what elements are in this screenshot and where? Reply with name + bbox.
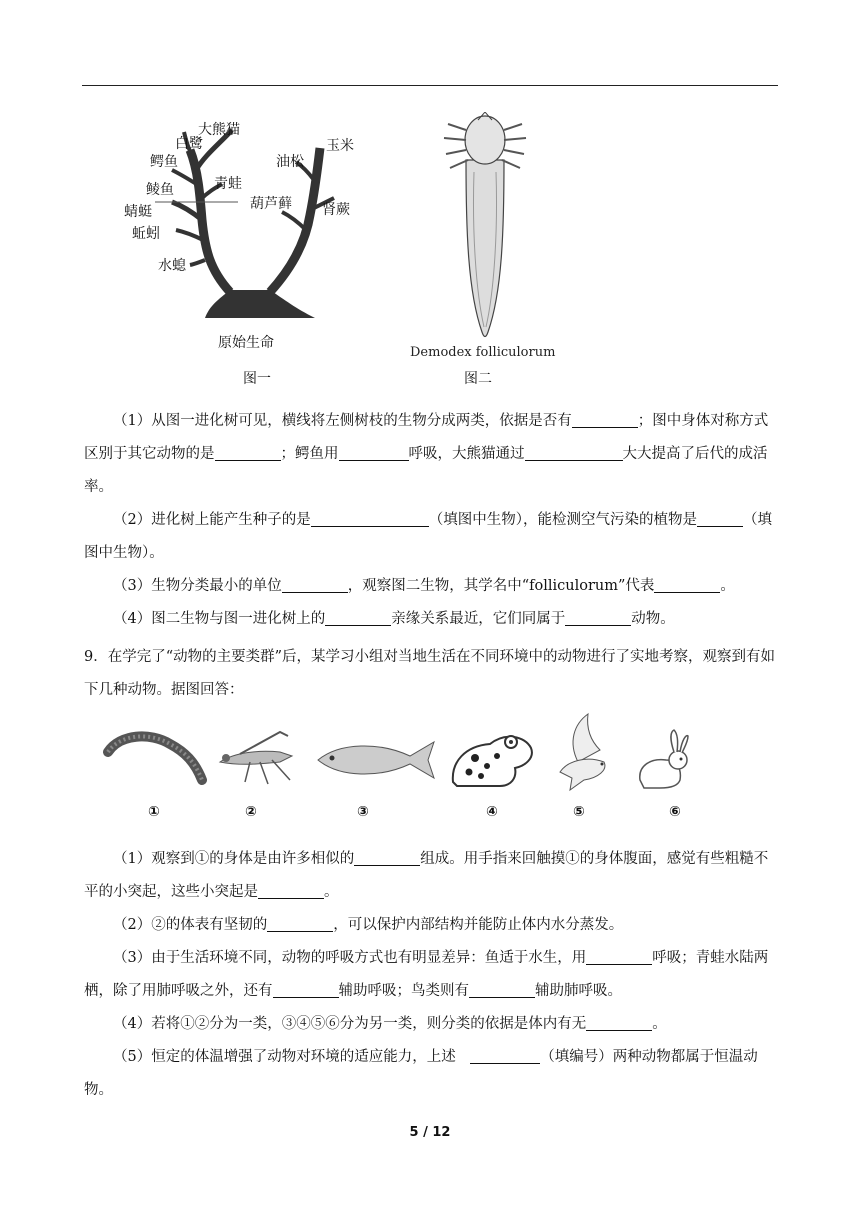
answer-blank[interactable] bbox=[525, 444, 623, 461]
animal-number-5: ⑤ bbox=[573, 804, 585, 820]
q8-block bbox=[84, 405, 778, 636]
label-corn: 玉米 bbox=[326, 138, 354, 154]
rabbit-icon bbox=[630, 728, 700, 793]
figure2-caption: 图二 bbox=[464, 371, 492, 387]
label-shark: 鲮鱼 bbox=[146, 182, 174, 198]
answer-blank[interactable] bbox=[565, 609, 631, 626]
label-egret: 白鹭 bbox=[175, 136, 203, 152]
q8-part3: （3）生物分类最小的单位 ，观察图二生物，其学名中“folliculorum”代表 。 bbox=[113, 578, 735, 594]
answer-blank[interactable] bbox=[586, 1014, 652, 1031]
earthworm-icon bbox=[100, 722, 210, 792]
tree-trunk bbox=[205, 290, 315, 318]
label-frog: 青蛙 bbox=[214, 176, 242, 192]
answer-blank[interactable] bbox=[572, 411, 638, 428]
q9-part2: （2）②的体表有坚韧的 ，可以保护内部结构并能防止体内水分蒸发。 bbox=[113, 917, 624, 933]
answer-blank[interactable] bbox=[697, 510, 743, 527]
label-dragonfly: 蜻蜓 bbox=[124, 204, 152, 220]
dove-icon bbox=[548, 712, 618, 794]
answer-blank[interactable] bbox=[470, 1047, 540, 1064]
label-hydra: 水螅 bbox=[158, 258, 186, 274]
answer-blank[interactable] bbox=[469, 981, 535, 998]
label-origin: 原始生命 bbox=[218, 335, 274, 351]
q8-part4: （4）图二生物与图一进化树上的 亲缘关系最近，它们同属于 动物。 bbox=[113, 611, 675, 627]
q9-part4: （4）若将①②分为一类，③④⑤⑥分为另一类，则分类的依据是体内有无 。 bbox=[113, 1016, 667, 1032]
answer-blank[interactable] bbox=[273, 981, 339, 998]
answer-blank[interactable] bbox=[215, 444, 281, 461]
answer-blank[interactable] bbox=[267, 915, 333, 932]
answer-blank[interactable] bbox=[258, 882, 324, 899]
q9-part3: （3）由于生活环境不同，动物的呼吸方式也有明显差异：鱼适于水生，用 呼吸；青蛙水陆两栖，除了用肺呼吸之外，还有 辅助呼吸；鸟类则有 辅助肺呼吸。 bbox=[84, 950, 769, 999]
answer-blank[interactable] bbox=[586, 948, 652, 965]
answer-blank[interactable] bbox=[354, 849, 420, 866]
mite-body bbox=[466, 160, 504, 337]
page-number: 5 / 12 bbox=[409, 1125, 451, 1140]
q9-intro: 9．在学完了“动物的主要类群”后，某学习小组对当地生活在不同环境中的动物进行了实地考察，观察到有如下几种动物。据图回答： bbox=[84, 649, 776, 698]
label-fern: 肾蕨 bbox=[322, 202, 350, 218]
q8-part1: （1）从图一进化树可见，横线将左侧树枝的生物分成两类，依据是否有 ；图中身体对称方式区别于其它动物的是 ；鳄鱼用 呼吸，大熊猫通过 大大提高了后代的成活率。 bbox=[84, 413, 769, 495]
label-panda: 大熊猫 bbox=[198, 122, 240, 138]
answer-blank[interactable] bbox=[311, 510, 429, 527]
animal-number-3: ③ bbox=[357, 804, 369, 820]
mite-head bbox=[465, 116, 505, 164]
animal-number-2: ② bbox=[245, 804, 257, 820]
answer-blank[interactable] bbox=[339, 444, 409, 461]
answer-blank[interactable] bbox=[325, 609, 391, 626]
animal-number-1: ① bbox=[148, 804, 160, 820]
header-rule bbox=[82, 85, 778, 86]
frog-icon bbox=[445, 722, 540, 794]
grasshopper-icon bbox=[210, 722, 305, 792]
label-moss: 葫芦藓 bbox=[250, 196, 292, 212]
label-pine: 油松 bbox=[276, 154, 304, 170]
animal-number-6: ⑥ bbox=[669, 804, 681, 820]
figure1-caption: 图一 bbox=[243, 371, 271, 387]
demodex-figure bbox=[408, 112, 558, 362]
evolution-tree-figure bbox=[110, 110, 370, 360]
q9-part5: （5）恒定的体温增强了动物对环境的适应能力，上述 （填编号）两种动物都属于恒温动物。 bbox=[84, 1049, 758, 1098]
fish-icon bbox=[310, 732, 440, 787]
q8-part2: （2）进化树上能产生种子的是 （填图中生物），能检测空气污染的植物是 （填图中生物）。 bbox=[84, 512, 772, 561]
q9-block bbox=[84, 843, 778, 1107]
answer-blank[interactable] bbox=[654, 576, 720, 593]
label-earthworm: 蚯蚓 bbox=[132, 226, 160, 242]
answer-blank[interactable] bbox=[282, 576, 348, 593]
q9-part1: （1）观察到①的身体是由许多相似的 组成。用手指来回触摸①的身体腹面，感觉有些粗糙不平的小突起，这些小突起是 。 bbox=[84, 851, 769, 900]
species-label: Demodex folliculorum bbox=[410, 345, 556, 360]
label-crocodile: 鳄鱼 bbox=[150, 154, 178, 170]
animal-number-4: ④ bbox=[486, 804, 498, 820]
